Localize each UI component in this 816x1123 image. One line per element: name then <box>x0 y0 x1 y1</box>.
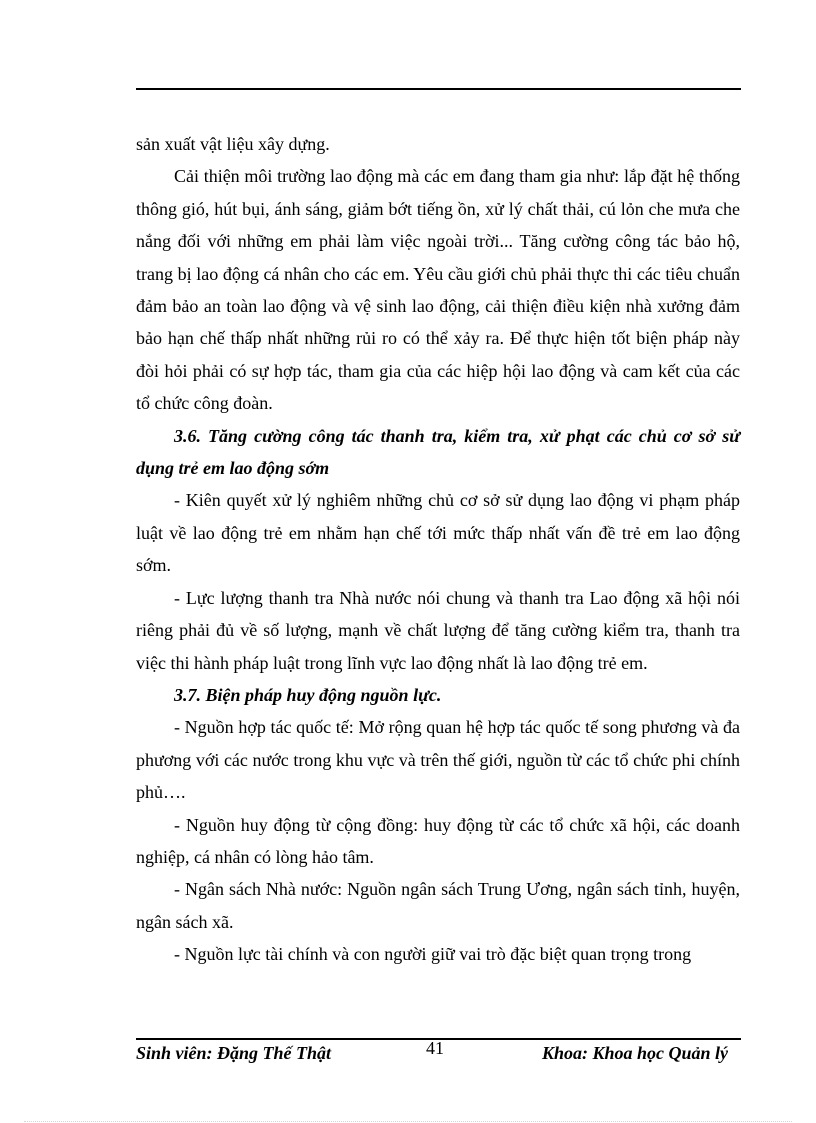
section-heading: 3.6. Tăng cường công tác thanh tra, kiểm tra, xử phạt các chủ cơ sở sử dụng trẻ em lao động sớm <box>136 425 740 479</box>
paragraph: - Nguồn lực tài chính và con người giữ vai trò đặc biệt quan trọng trong <box>174 944 692 965</box>
paragraph: - Nguồn hợp tác quốc tế: Mở rộng quan hệ hợp tác quốc tế song phương và đa phương với các nước trong khu vực và trên thế giới, nguồn từ các tổ chức phi chính phủ…. <box>136 717 740 803</box>
paragraph: sản xuất vật liệu xây dựng. <box>136 134 330 154</box>
paragraph: - Lực lượng thanh tra Nhà nước nói chung và thanh tra Lao động xã hội nói riêng phải đủ về số lượng, mạnh về chất lượng để tăng cường kiểm tra, thanh tra việc thi hành pháp luật trong lĩnh vực lao động nhất là lao động trẻ em. <box>136 587 740 673</box>
paragraph: Cải thiện môi trường lao động mà các em đang tham gia như: lắp đặt hệ thống thông gió, hút bụi, ánh sáng, giảm bớt tiếng ồn, xử lý chất thải, cú lỏn che mưa che nắng đối với những em phải làm việc ngoài trời... Tăng cường công tác bảo hộ, trang bị lao động cá nhân cho các em. Yêu cầu giới chủ phải thực thi các tiêu chuẩn đảm bảo an toàn lao động và vệ sinh lao động, cải thiện điều kiện nhà xưởng đảm bảo hạn chế thấp nhất những rủi ro có thể xảy ra. Để thực hiện tốt biện pháp này đòi hỏi phải có sự hợp tác, tham gia của các hiệp hội lao động và cam kết của các tổ chức công đoàn. <box>136 166 740 414</box>
paragraph: - Nguồn huy động từ cộng đồng: huy động từ các tổ chức xã hội, các doanh nghiệp, cá nhân có lòng hảo tâm. <box>136 814 740 867</box>
page-body <box>136 128 740 971</box>
header-rule <box>136 88 741 90</box>
footer-student-name: Sinh viên: Đặng Thế Thật <box>136 1043 332 1063</box>
paragraph: - Ngân sách Nhà nước: Nguồn ngân sách Trung Ương, ngân sách tỉnh, huyện, ngân sách xã. <box>136 879 740 932</box>
paragraph: - Kiên quyết xử lý nghiêm những chủ cơ sở sử dụng lao động vi phạm pháp luật về lao động trẻ em nhằm hạn chế tới mức thấp nhất vấn đề trẻ em lao động sớm. <box>136 490 740 576</box>
footer-faculty: Khoa: Khoa học Quản lý <box>541 1043 728 1063</box>
page-edge <box>24 1121 792 1122</box>
section-heading: 3.7. Biện pháp huy động nguồn lực. <box>174 684 442 705</box>
page-number: 41 <box>426 1038 444 1058</box>
